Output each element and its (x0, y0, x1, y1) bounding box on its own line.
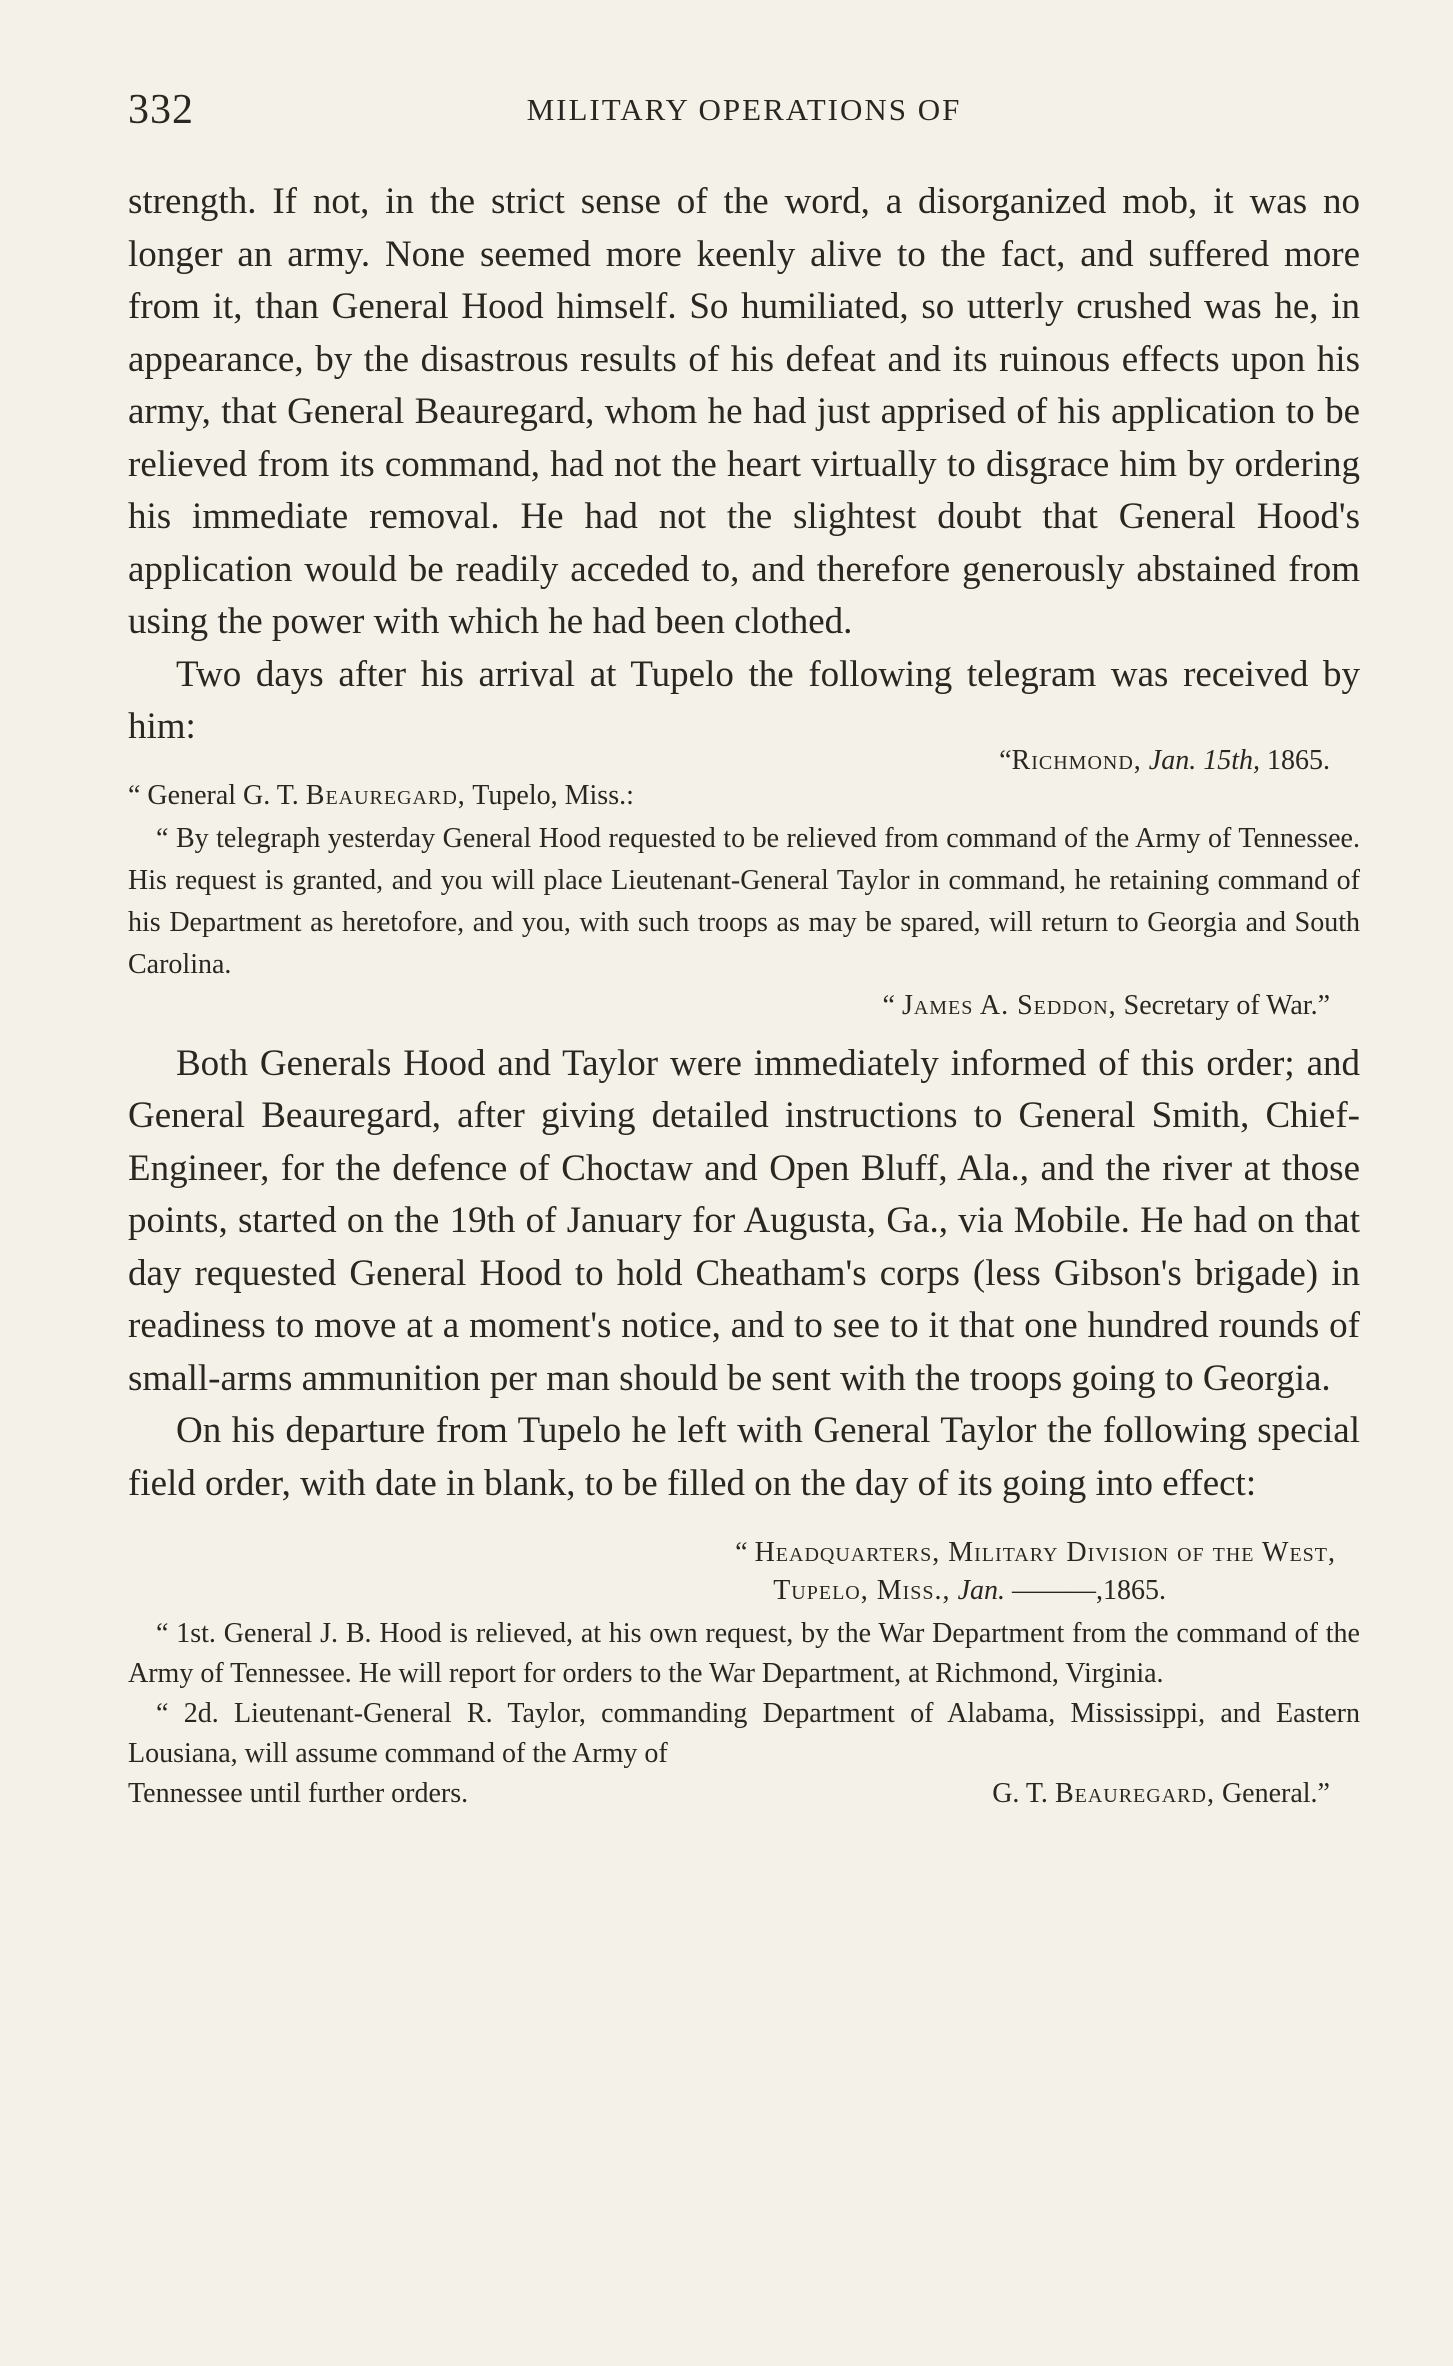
paragraph-telegram-intro: Two days after his arrival at Tupelo the following telegram was received by him: (128, 653, 1360, 747)
order-signature (992, 1774, 1360, 1814)
telegram-dateline-date: Jan. 15th, (1148, 744, 1260, 776)
order-heading-month: Jan. (957, 1575, 1005, 1606)
running-head: MILITARY OPERATIONS OF (526, 92, 962, 127)
order-heading (128, 1534, 1360, 1610)
telegram-signature (128, 986, 1360, 1026)
telegram-body: “ By telegraph yesterday General Hood requested to be relieved from command of the Army of Tennessee. His request is granted, and you will place Lieutenant-General Taylor in command, he retaining command of his Department as heretofore, and you, with such troops as may be spared, will return to Georgia and South Carolina. (128, 822, 1360, 980)
order-item-2-end: Tennessee until further orders. (128, 1778, 469, 1809)
telegram-signature-name: James A. Seddon, (901, 989, 1117, 1021)
book-page (128, 86, 1360, 1814)
order-heading-line1 (735, 1537, 1336, 1568)
salutation-rest: Tupelo, Miss.: (465, 779, 634, 811)
telegram-dateline-year: 1865. (1267, 744, 1330, 776)
telegram-block (128, 744, 1360, 1026)
special-field-order (128, 1534, 1360, 1814)
order-heading-year: 1865. (1103, 1575, 1166, 1606)
telegram-signature-title: Secretary of War.” (1116, 989, 1330, 1021)
order-signature-initials: G. T. (992, 1778, 1055, 1809)
order-item-2: “ 2d. Lieutenant-General R. Taylor, commanding Department of Alabama, Mississippi, and Eastern Lousiana, will assume command of the Army of (128, 1698, 1360, 1769)
paragraph-strength: strength. If not, in the strict sense of the word, a disorganized mob, it was no longer an army. None seemed more keenly alive to the fact, and suffered more from it, than General Hood himself. So humiliated, so utterly crushed was he, in appearance, by the disastrous results of his defeat and its ruinous effects upon his army, that General Beauregard, whom he had just apprised of his application to be relieved from its command, had not the heart virtually to disgrace him by ordering his immediate removal. He had not the slightest doubt that General Hood's application would be readily acceded to, and therefore generously abstained from using the power with which he had been clothed. (128, 181, 1360, 642)
order-signature-name: Beauregard, (1054, 1778, 1215, 1809)
salutation-prefix: “ General G. T. (128, 779, 306, 811)
order-heading-title: Headquarters, Military Division of the West, (754, 1537, 1336, 1568)
order-heading-blank: ———, (1005, 1575, 1103, 1606)
order-heading-line2 (128, 1572, 1336, 1610)
telegram-signature-open: “ (882, 989, 902, 1021)
order-heading-open: “ (735, 1537, 755, 1568)
telegram-salutation (128, 778, 1360, 814)
page-number: 332 (128, 87, 194, 133)
order-item-1: “ 1st. General J. B. Hood is relieved, at his own request, by the War Department from the command of the Army of Tennessee. He will report for orders to the War Department, at Richmond, Virginia. (128, 1618, 1360, 1689)
page-header (128, 86, 1360, 136)
telegram-dateline (128, 744, 1360, 778)
order-signature-title: General.” (1214, 1778, 1330, 1809)
order-last-line (128, 1774, 1360, 1814)
telegram-dateline-open: “ (999, 744, 1012, 776)
paragraph-departure: On his departure from Tupelo he left with General Taylor the following special field order, with date in blank, to be filled on the day of its going into effect: (128, 1410, 1360, 1504)
salutation-name: Beauregard, (305, 779, 466, 811)
order-heading-place: Tupelo, Miss., (773, 1575, 951, 1606)
paragraph-both-generals: Both Generals Hood and Taylor were immediately informed of this order; and General Beauregard, after giving detailed instructions to General Smith, Chief-Engineer, for the defence of Choctaw and Open Bluff, Ala., and the river at those points, started on the 19th of January for Augusta, Ga., via Mobile. He had on that day requested General Hood to hold Cheatham's corps (less Gibson's brigade) in readiness to move at a moment's notice, and to see to it that one hundred rounds of small-arms ammunition per man should be sent with the troops going to Georgia. (128, 1042, 1360, 1399)
telegram-dateline-place: Richmond, (1011, 744, 1142, 776)
